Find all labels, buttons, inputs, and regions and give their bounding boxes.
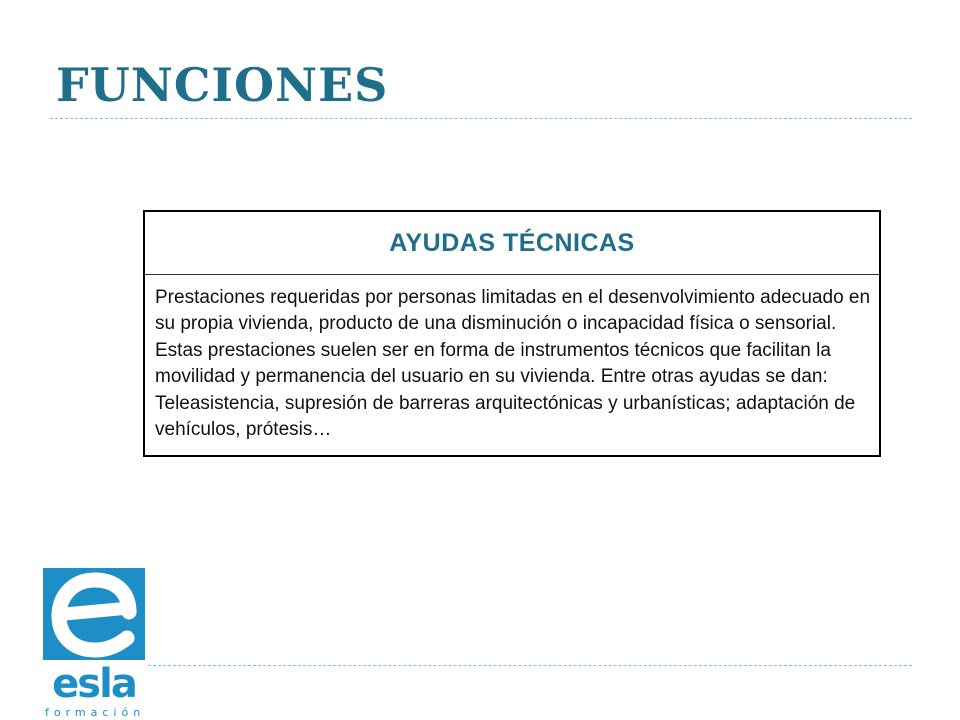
logo-wordmark: esla [52,661,136,707]
esla-logo [43,568,145,720]
logo-subtitle: formación [45,706,146,719]
table-body-text: Prestaciones requeridas por personas limitadas en el desenvolvimiento adecuado en su propia vivienda, producto de una disminución o incapacidad física o sensorial. Estas prestaciones suelen ser en forma de instrumentos técnicos que facilitan la movilidad y permanencia del usuario en su vivienda. Entre otras ayudas se dan: Teleasistencia, supresión de barreras arquitectónicas y urbanísticas; adaptación de vehículos, prótesis… [155,287,871,441]
slide-title: FUNCIONES [56,58,389,112]
table-header: AYUDAS TÉCNICAS [145,212,879,275]
title-divider [50,118,912,119]
info-table [143,210,881,457]
esla-e-logo-icon [43,568,145,660]
footer-divider [148,665,912,666]
